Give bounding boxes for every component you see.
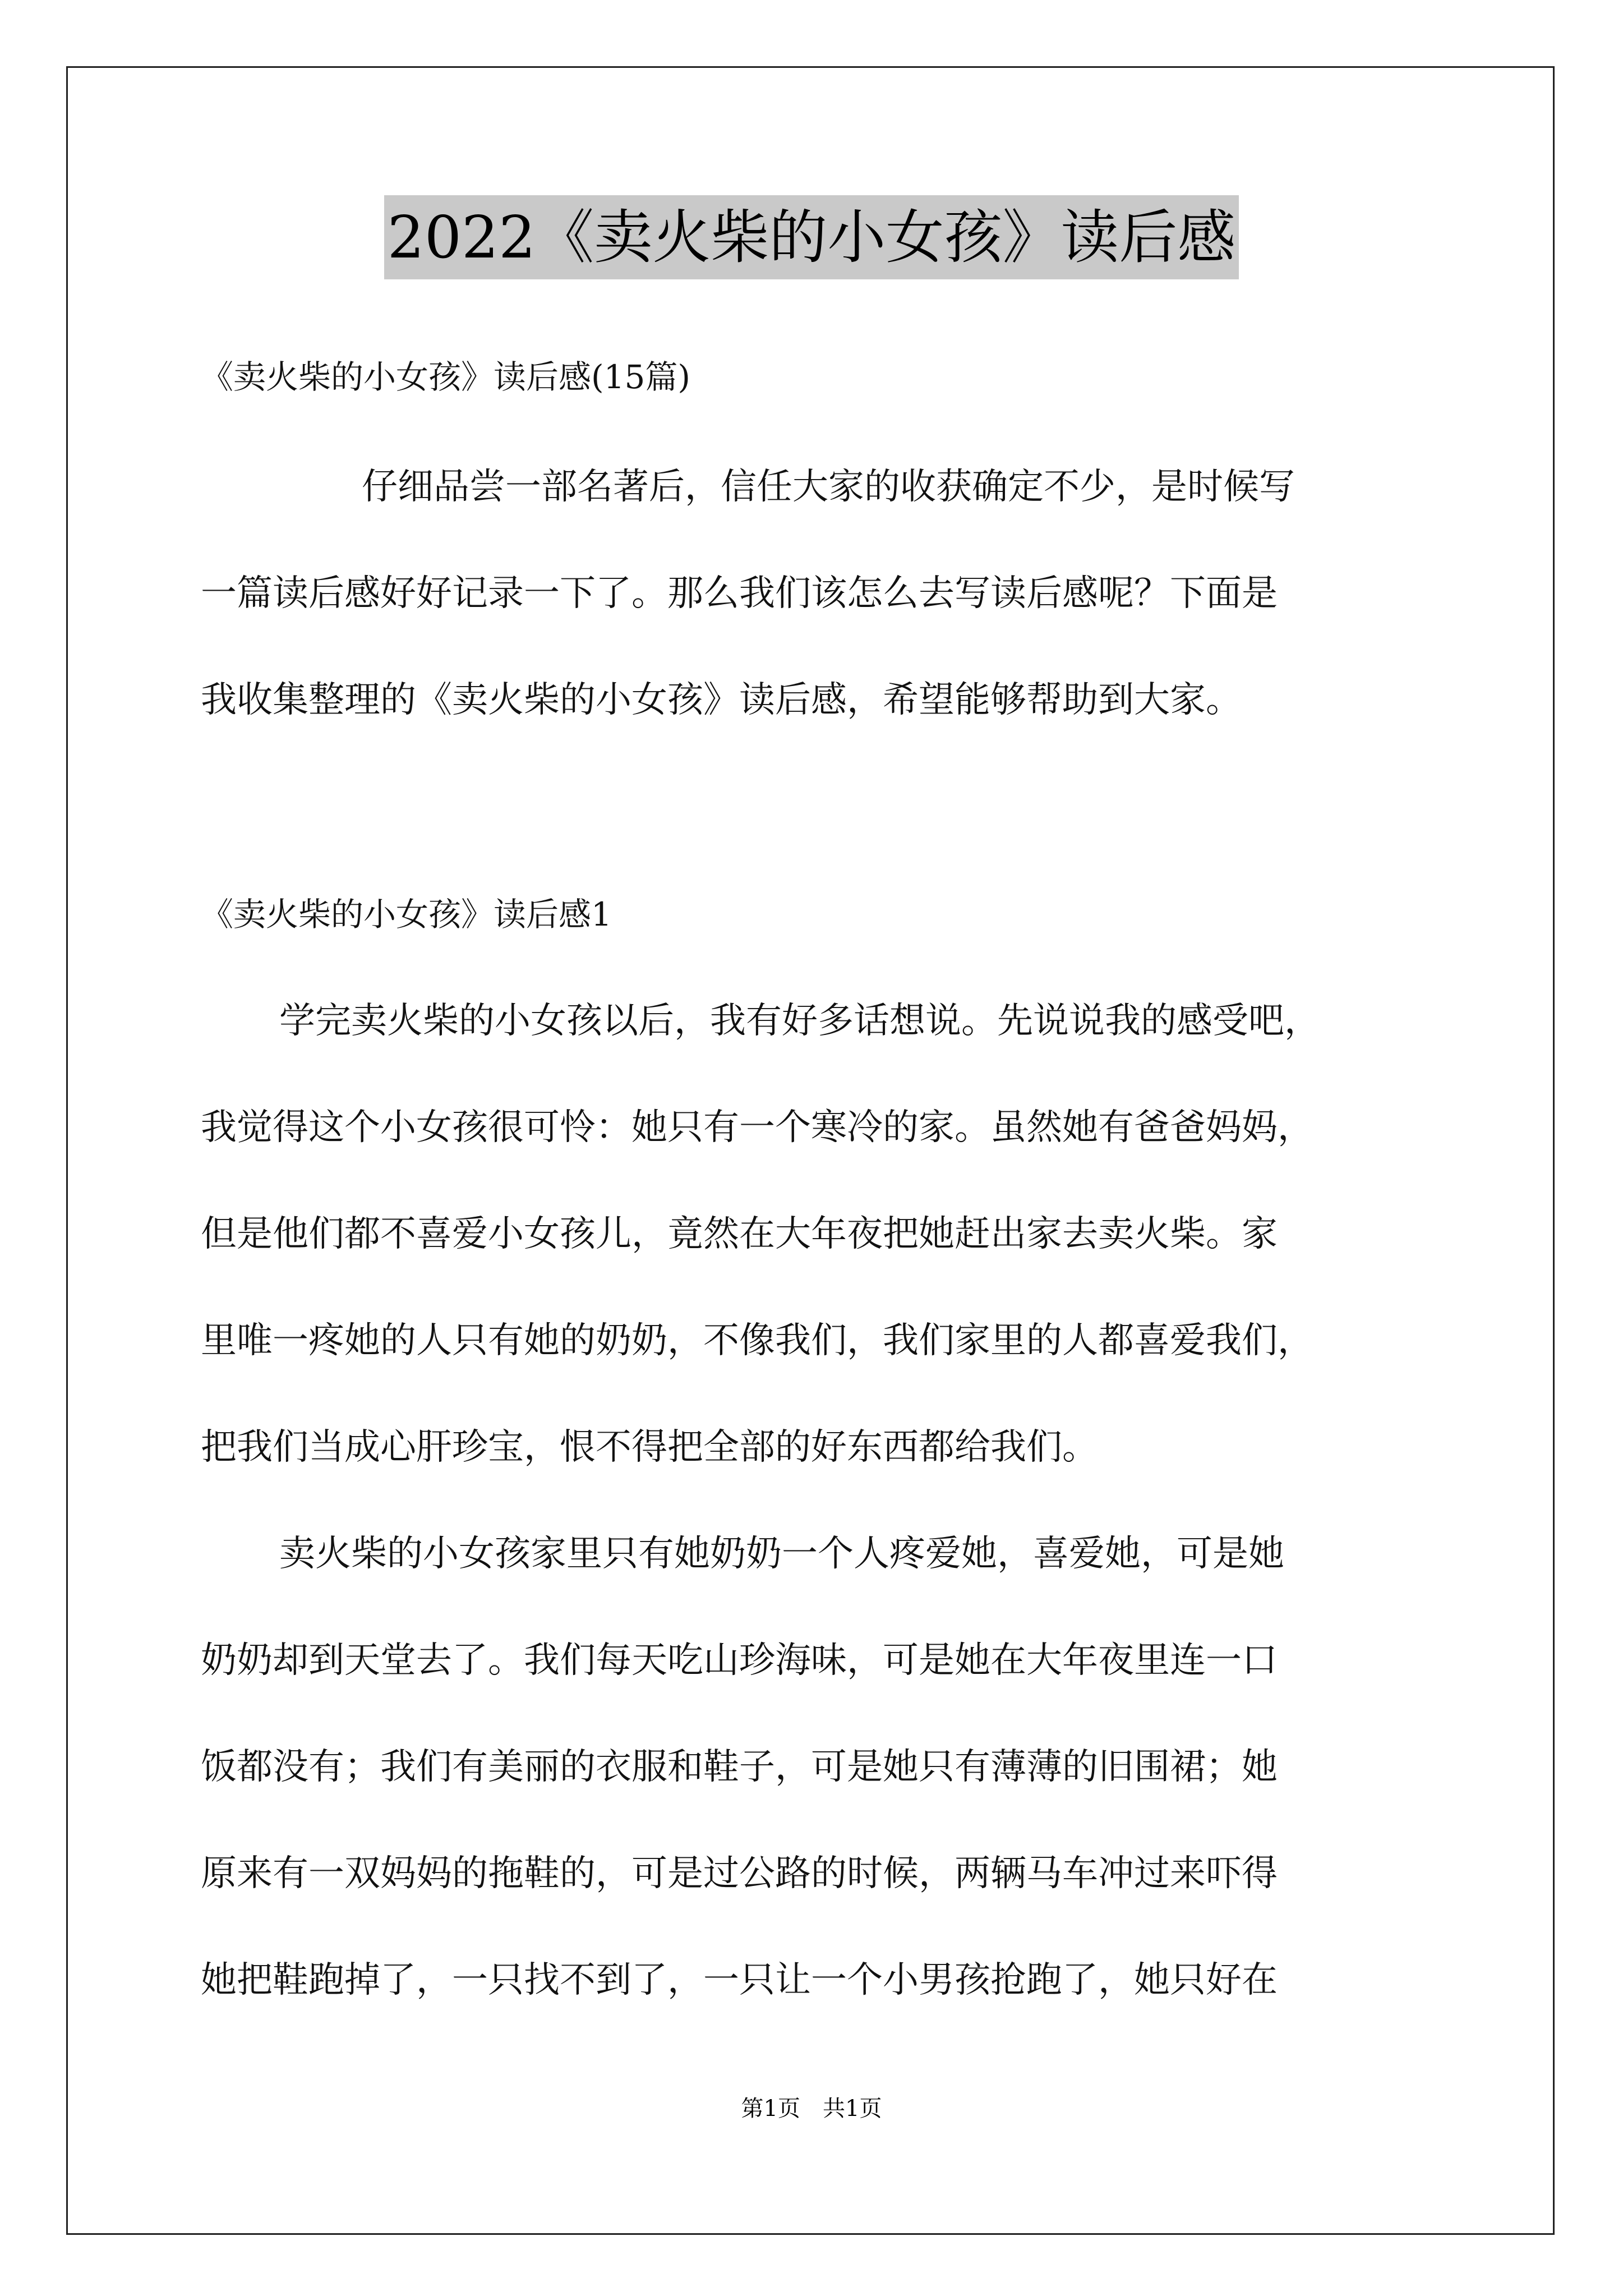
paragraph2-line-4: 原来有一双妈妈的拖鞋的，可是过公路的时候，两辆马车冲过来吓得: [201, 1853, 1278, 1894]
title-container: [0, 195, 1623, 279]
page-footer: 第1页 共1页: [741, 2096, 882, 2122]
intro-line-1: 仔细品尝一部名著后，信任大家的收获确定不少，是时候写: [362, 466, 1295, 508]
paragraph2-line-2: 奶奶却到天堂去了。我们每天吃山珍海味，可是她在大年夜里连一口: [201, 1640, 1278, 1681]
section-heading: 《卖火柴的小女孩》读后感1: [201, 895, 612, 933]
paragraph1-line-3: 但是他们都不喜爱小女孩儿，竟然在大年夜把她赶出家去卖火柴。家: [201, 1213, 1278, 1255]
paragraph1-line-1: 学完卖火柴的小女孩以后，我有好多话想说。先说说我的感受吧，: [279, 1000, 1320, 1042]
paragraph1-line-2: 我觉得这个小女孩很可怜：她只有一个寒冷的家。虽然她有爸爸妈妈，: [201, 1107, 1313, 1148]
paragraph1-line-4: 里唯一疼她的人只有她的奶奶，不像我们，我们家里的人都喜爱我们，: [201, 1320, 1313, 1361]
intro-line-2: 一篇读后感好好记录一下了。那么我们该怎么去写读后感呢？下面是: [201, 573, 1278, 614]
paragraph2-line-3: 饭都没有；我们有美丽的衣服和鞋子，可是她只有薄薄的旧围裙；她: [201, 1746, 1278, 1788]
paragraph2-line-5: 她把鞋跑掉了，一只找不到了，一只让一个小男孩抢跑了，她只好在: [201, 1959, 1278, 2001]
intro-line-3: 我收集整理的《卖火柴的小女孩》读后感，希望能够帮助到大家。: [201, 679, 1242, 721]
paragraph2-line-1: 卖火柴的小女孩家里只有她奶奶一个人疼爱她，喜爱她，可是她: [279, 1533, 1284, 1575]
document-title: 2022《卖火柴的小女孩》读后感: [384, 195, 1239, 279]
paragraph1-line-5: 把我们当成心肝珍宝，恨不得把全部的好东西都给我们。: [201, 1427, 1098, 1468]
document-subtitle: 《卖火柴的小女孩》读后感(15篇): [201, 358, 691, 396]
